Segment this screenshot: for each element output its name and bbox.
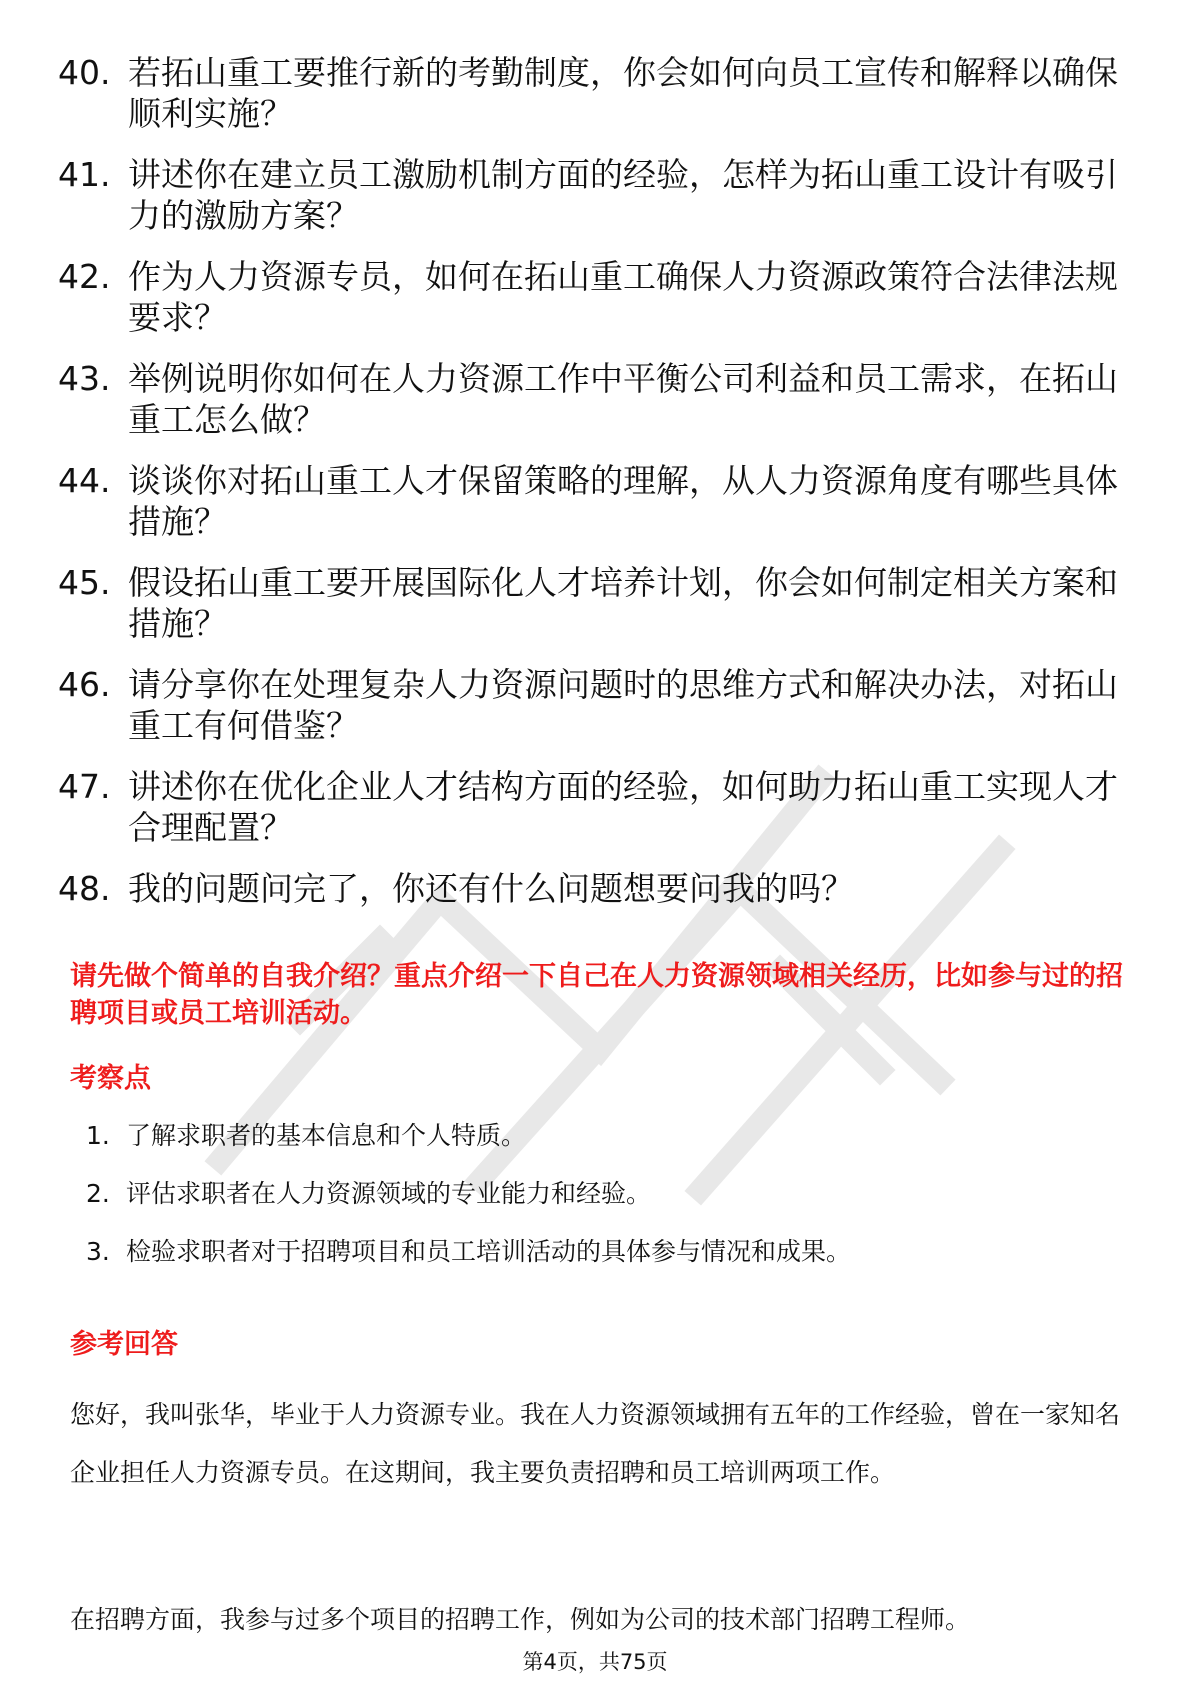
question-number: 43. (58, 359, 111, 398)
check-point-item (86, 1118, 1086, 1176)
question-item (58, 358, 1118, 440)
check-point-number: 2. (86, 1179, 110, 1208)
question-number: 45. (58, 563, 111, 602)
check-point-number: 1. (86, 1121, 110, 1150)
answer-paragraph: 在招聘方面，我参与过多个项目的招聘工作，例如为公司的技术部门招聘工程师。 (70, 1605, 971, 1634)
question-item (58, 664, 1118, 746)
question-text: 我的问题问完了，你还有什么问题想要问我的吗？ (128, 869, 854, 908)
question-text: 举例说明你如何在人力资源工作中平衡公司利益和员工需求，在拓山重工怎么做？ (128, 359, 1118, 439)
question-text: 讲述你在建立员工激励机制方面的经验，怎样为拓山重工设计有吸引力的激励方案？ (128, 155, 1118, 235)
question-text: 作为人力资源专员，如何在拓山重工确保人力资源政策符合法律法规要求？ (128, 257, 1118, 337)
question-text: 谈谈你对拓山重工人才保留策略的理解，从人力资源角度有哪些具体措施？ (128, 461, 1118, 541)
question-number: 44. (58, 461, 111, 500)
check-point-text: 了解求职者的基本信息和个人特质。 (126, 1121, 527, 1150)
answer-title: 参考回答 (70, 1329, 178, 1360)
main-question-heading: 请先做个简单的自我介绍？重点介绍一下自己在人力资源领域相关经历，比如参与过的招聘项目或员工培训活动。 (70, 961, 1123, 1029)
question-text: 假设拓山重工要开展国际化人才培养计划，你会如何制定相关方案和措施？ (128, 563, 1118, 643)
check-point-text: 检验求职者对于招聘项目和员工培训活动的具体参与情况和成果。 (126, 1237, 852, 1266)
check-point-item (86, 1234, 1086, 1292)
question-item (58, 460, 1118, 542)
question-number: 46. (58, 665, 111, 704)
question-item (58, 256, 1118, 338)
question-list (58, 52, 1118, 929)
question-number: 48. (58, 869, 111, 908)
answer-paragraph: 您好，我叫张华，毕业于人力资源专业。我在人力资源领域拥有五年的工作经验，曾在一家知名企业担任人力资源专员。在这期间，我主要负责招聘和员工培训两项工作。 (70, 1400, 1121, 1487)
question-item (58, 766, 1118, 848)
question-item (58, 154, 1118, 236)
question-item (58, 868, 1118, 909)
question-number: 40. (58, 53, 111, 92)
question-item (58, 52, 1118, 134)
check-point-text: 评估求职者在人力资源领域的专业能力和经验。 (126, 1179, 652, 1208)
check-points-list (86, 1118, 1086, 1292)
check-points-title: 考察点 (70, 1063, 151, 1094)
check-point-number: 3. (86, 1237, 110, 1266)
question-text: 讲述你在优化企业人才结构方面的经验，如何助力拓山重工实现人才合理配置？ (128, 767, 1118, 847)
check-point-item (86, 1176, 1086, 1234)
question-number: 41. (58, 155, 111, 194)
question-number: 42. (58, 257, 111, 296)
question-text: 若拓山重工要推行新的考勤制度，你会如何向员工宣传和解释以确保顺利实施？ (128, 53, 1118, 133)
page-footer: 第4页，共75页 (522, 1650, 668, 1674)
question-number: 47. (58, 767, 111, 806)
question-text: 请分享你在处理复杂人力资源问题时的思维方式和解决办法，对拓山重工有何借鉴？ (128, 665, 1118, 745)
question-item (58, 562, 1118, 644)
